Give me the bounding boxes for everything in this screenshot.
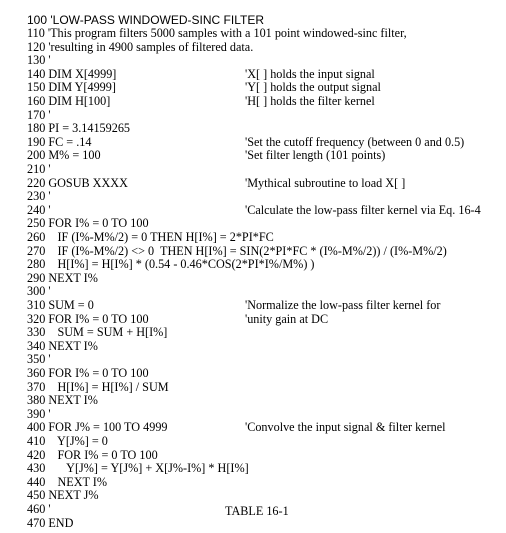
code-text: 450 NEXT J%	[27, 488, 99, 503]
code-line	[27, 94, 375, 109]
code-text: 390 '	[27, 406, 51, 421]
code-line	[27, 258, 314, 272]
code-text: 380 NEXT I%	[27, 393, 98, 408]
code-line	[27, 503, 51, 517]
code-line	[27, 231, 274, 245]
code-text: 260 IF (I%-M%/2) = 0 THEN H[I%] = 2*PI*FC	[27, 230, 274, 244]
code-line	[27, 394, 98, 408]
code-line	[27, 245, 447, 259]
code-line	[27, 175, 406, 191]
code-text: 430 Y[J%] = Y[J%] + X[J%-I%] * H[I%]	[27, 461, 249, 476]
code-line	[27, 353, 51, 367]
code-text: 250 FOR I% = 0 TO 100	[27, 216, 149, 231]
code-text: 150 DIM Y[4999]	[27, 80, 116, 95]
code-comment: 'Mythical subroutine to load X[ ]	[245, 175, 406, 190]
code-text: 470 END	[27, 515, 74, 530]
code-text: 460 '	[27, 502, 51, 516]
code-text: 320 FOR I% = 0 TO 100	[27, 311, 149, 326]
code-text: 440 NEXT I%	[27, 474, 107, 489]
code-line	[27, 311, 329, 327]
code-line	[27, 449, 158, 463]
code-comment: 'X[ ] holds the input signal	[245, 66, 375, 81]
code-comment: 'Set filter length (101 points)	[245, 148, 386, 163]
code-line	[27, 190, 51, 204]
code-line	[27, 66, 375, 82]
code-comment: 'Convolve the input signal & filter kernel	[245, 420, 446, 435]
code-text: 290 NEXT I%	[27, 270, 98, 285]
code-comment: 'H[ ] holds the filter kernel	[245, 94, 375, 108]
code-comment: 'Set the cutoff frequency (between 0 and 0.5)	[245, 134, 465, 149]
code-text: 400 FOR J% = 100 TO 4999	[27, 420, 168, 435]
code-comment: 'Y[ ] holds the output signal	[245, 80, 381, 95]
code-line	[27, 80, 381, 95]
table-caption: TABLE 16-1	[225, 504, 289, 518]
listing-title-line	[27, 13, 264, 27]
code-line	[27, 202, 481, 218]
code-text: 270 IF (I%-M%/2) <> 0 THEN H[I%] = SIN(2*PI*FC * (I%-M%/2)) / (I%-M%/2)	[27, 243, 447, 258]
code-text: 410 Y[J%] = 0	[27, 434, 108, 448]
code-text: 230 '	[27, 189, 51, 204]
code-line	[27, 285, 51, 299]
code-line	[27, 420, 446, 435]
code-text: 120 'resulting in 4900 samples of filtered data.	[27, 39, 254, 54]
code-line	[27, 517, 73, 531]
code-comment: 'Calculate the low-pass filter kernel via Eq. 16-4	[245, 202, 481, 217]
code-line	[27, 340, 98, 354]
code-text: 130 '	[27, 53, 51, 68]
code-text: 300 '	[27, 284, 51, 299]
code-text: 240 '	[27, 202, 51, 217]
code-line	[27, 272, 98, 286]
code-line	[27, 54, 51, 68]
code-line	[27, 41, 253, 55]
code-line	[27, 476, 107, 490]
code-text: 340 NEXT I%	[27, 338, 98, 353]
code-text: 180 PI = 3.14159265	[27, 121, 131, 136]
code-text: 160 DIM H[100]	[27, 94, 111, 108]
code-line	[27, 381, 169, 395]
code-line	[27, 326, 167, 340]
code-text: 350 '	[27, 352, 51, 367]
code-text: 190 FC = .14	[27, 134, 92, 149]
code-line	[27, 367, 149, 381]
code-text: 220 GOSUB XXXX	[27, 175, 128, 190]
code-text: 360 FOR I% = 0 TO 100	[27, 366, 149, 380]
code-comment: 'Normalize the low-pass filter kernel for	[245, 298, 441, 312]
code-line	[27, 298, 441, 313]
code-text: 280 H[I%] = H[I%] * (0.54 - 0.46*COS(2*PI*I%/M%) )	[27, 257, 315, 272]
code-text: 140 DIM X[4999]	[27, 66, 117, 81]
code-text: 170 '	[27, 107, 51, 122]
code-text: 330 SUM = SUM + H[I%]	[27, 325, 168, 340]
code-text: 210 '	[27, 162, 51, 176]
code-line	[27, 148, 386, 163]
code-line	[27, 462, 249, 476]
code-text: 200 M% = 100	[27, 148, 101, 163]
code-line	[27, 122, 130, 136]
code-line	[27, 489, 99, 503]
code-line	[27, 408, 51, 422]
code-line	[27, 109, 51, 123]
code-text: 310 SUM = 0	[27, 298, 94, 312]
code-line	[27, 27, 407, 41]
code-line	[27, 435, 108, 449]
code-line	[27, 217, 149, 231]
code-line	[27, 134, 465, 150]
code-text: 100 'LOW-PASS WINDOWED-SINC FILTER	[27, 13, 264, 27]
code-text: 110 'This program filters 5000 samples with a 101 point windowed-sinc filter,	[27, 26, 407, 40]
code-line	[27, 163, 51, 177]
code-text: 420 FOR I% = 0 TO 100	[27, 447, 158, 462]
code-text: 370 H[I%] = H[I%] / SUM	[27, 379, 169, 394]
code-comment: 'unity gain at DC	[245, 311, 329, 326]
